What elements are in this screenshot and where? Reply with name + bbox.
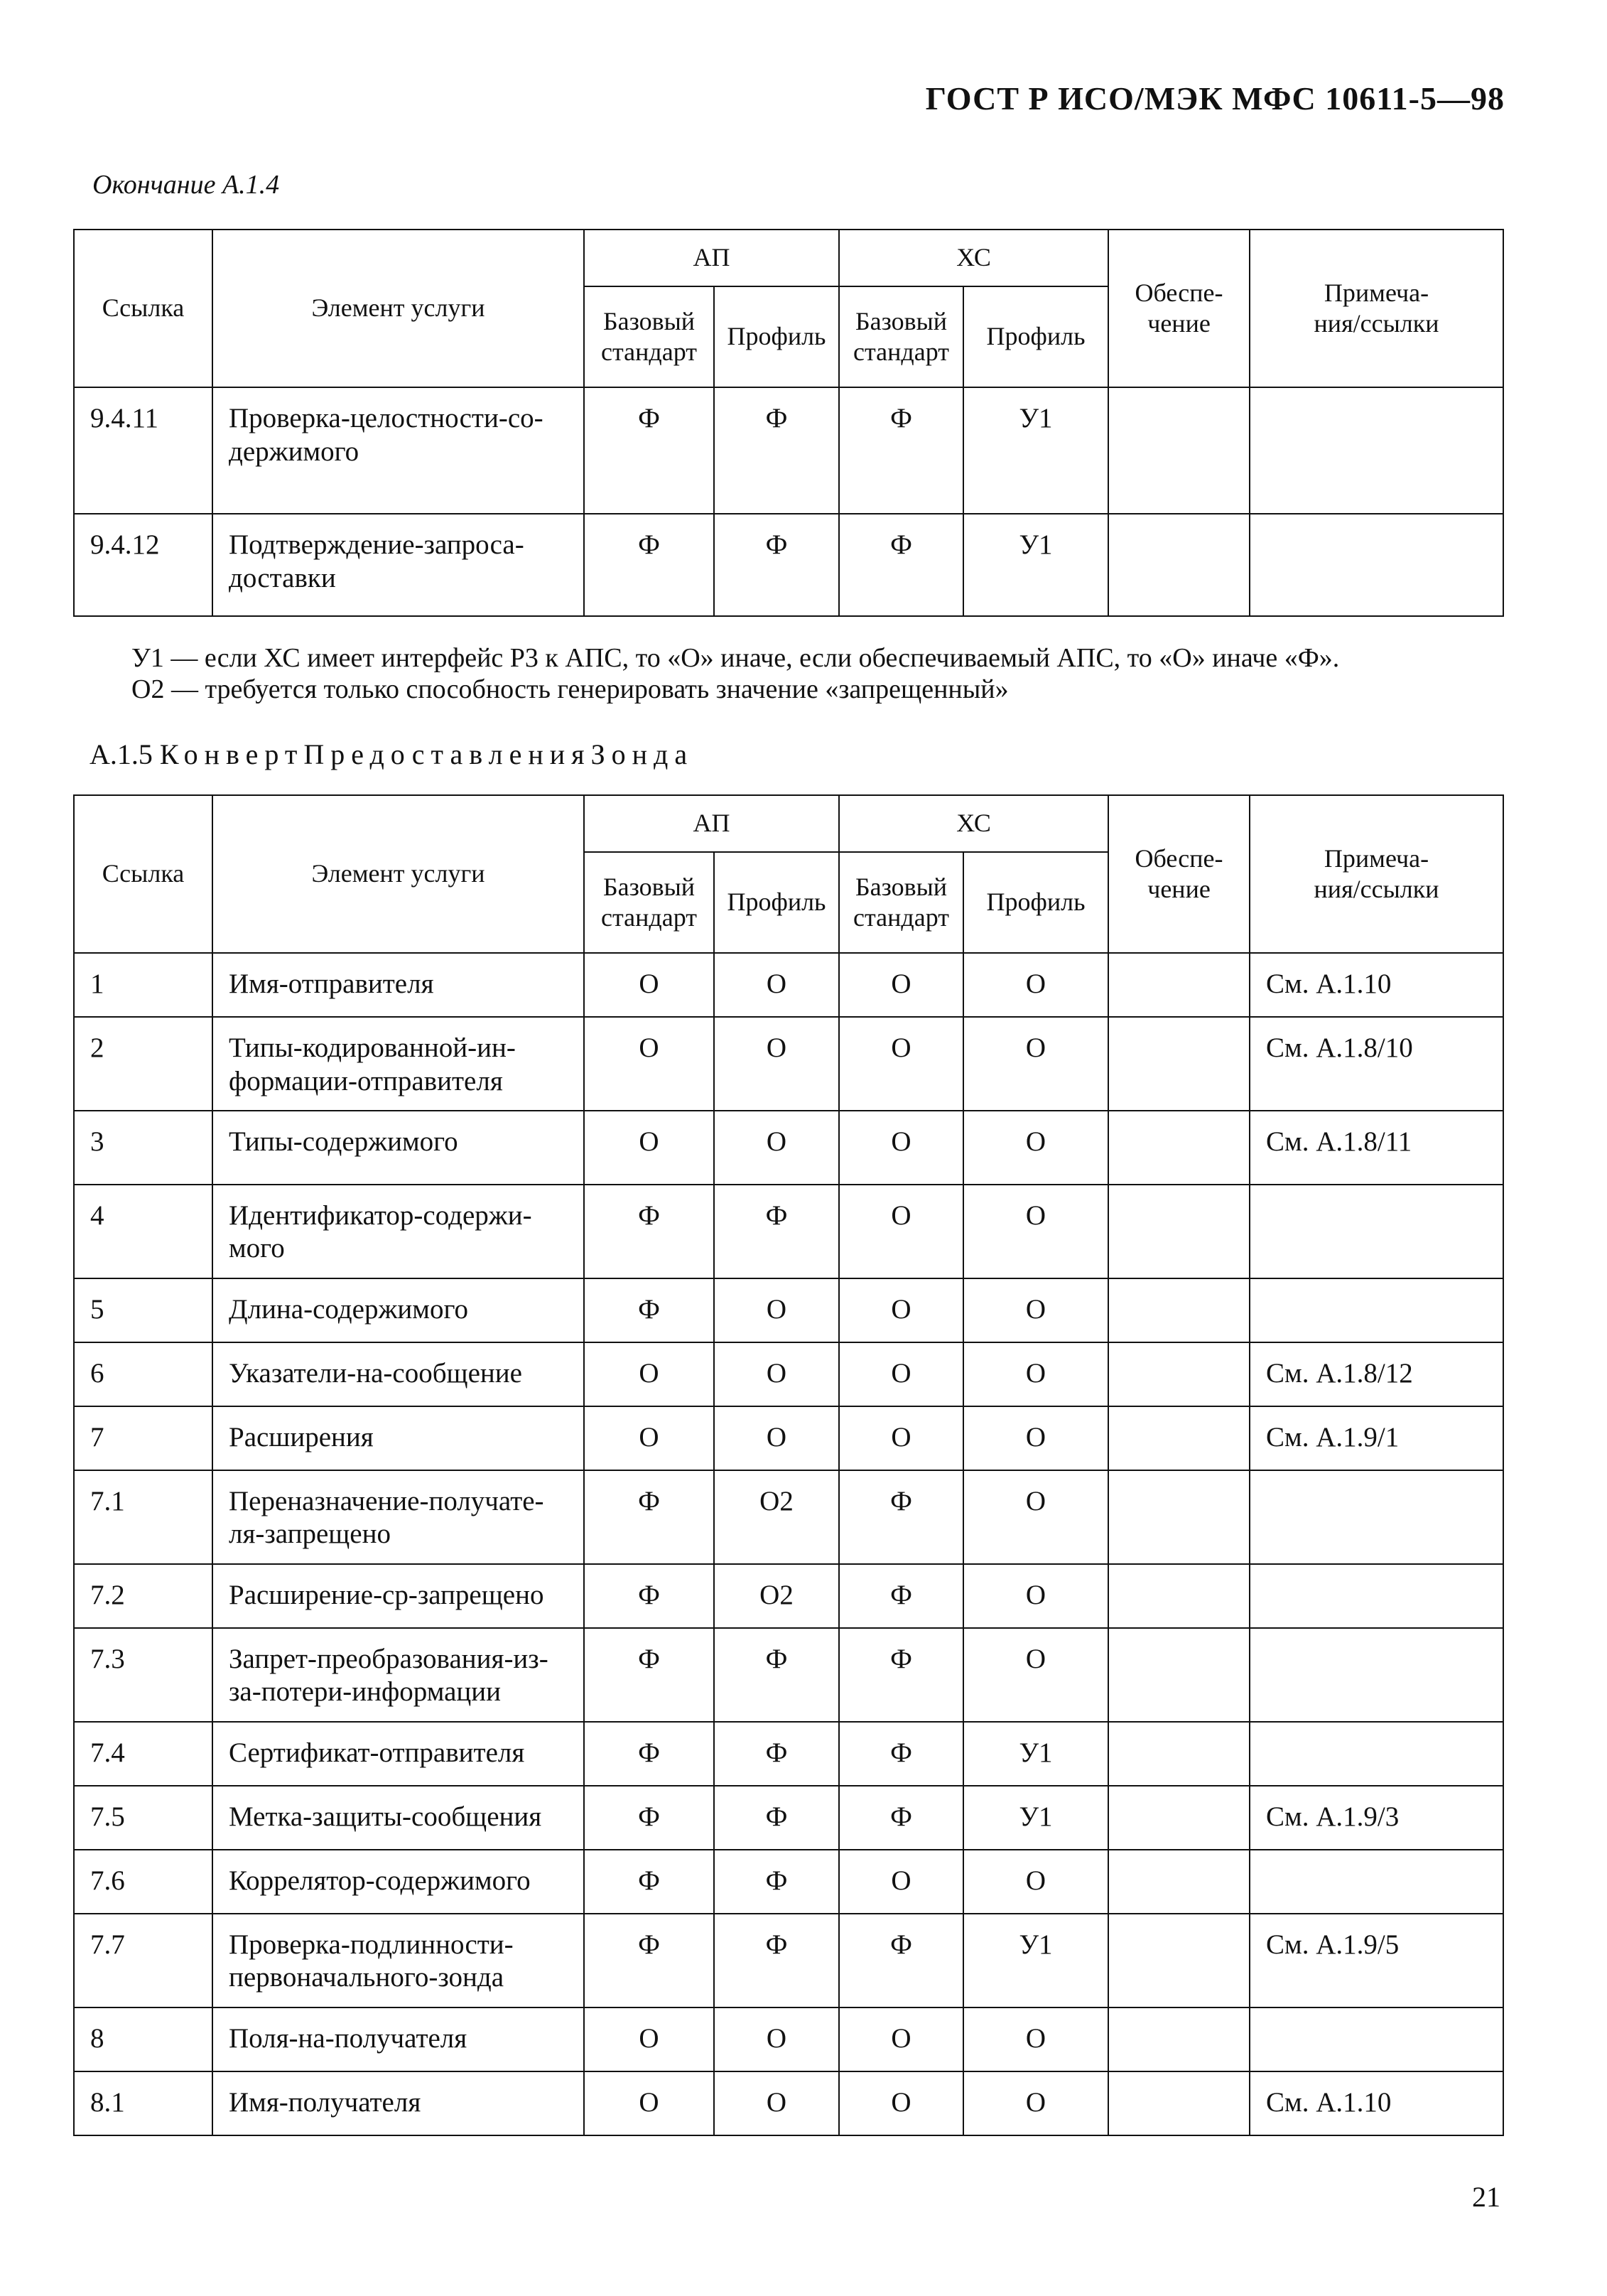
cell-support [1108,1406,1250,1470]
cell-support [1108,1914,1250,2007]
cell-notes: См. А.1.9/3 [1250,1786,1503,1850]
cell-support [1108,1786,1250,1850]
cell-ap-profile: Ф [714,1850,839,1914]
cell-ap-base: Ф [584,1470,714,1564]
table-header [74,795,1503,953]
section-title [90,738,693,771]
cell-hs-profile: О [963,1564,1108,1628]
cell-hs-base: Ф [839,1564,963,1628]
table-row [74,1278,1503,1342]
cell-ref: 8 [74,2007,212,2071]
cell-notes [1250,2007,1503,2071]
cell-support [1108,1564,1250,1628]
cell-ap-profile: Ф [714,514,839,616]
cell-ref: 7 [74,1406,212,1470]
header-hs: ХС [839,230,1108,286]
cell-support [1108,387,1250,514]
cell-ap-base: Ф [584,1914,714,2007]
footnote-u1: У1 — если ХС имеет интерфейс Р3 к АПС, то «О» иначе, если обеспечиваемый АПС, то «О» иначе «Ф». [131,643,1340,673]
cell-ap-base: Ф [584,514,714,616]
cell-element: Имя-получателя [212,2071,584,2135]
cell-hs-base: О [839,2071,963,2135]
cell-hs-base: О [839,953,963,1017]
cell-ref: 9.4.11 [74,387,212,514]
cell-ap-base: О [584,1017,714,1111]
cell-support [1108,2007,1250,2071]
cell-ap-profile: О [714,1406,839,1470]
cell-ap-profile: Ф [714,1786,839,1850]
header-element: Элемент услуги [212,795,584,953]
cell-element: Имя-отправителя [212,953,584,1017]
table-body [74,387,1503,616]
cell-ref: 9.4.12 [74,514,212,616]
cell-element: Метка-защиты-сообщения [212,1786,584,1850]
cell-hs-profile: О [963,1628,1108,1722]
cell-ref: 2 [74,1017,212,1111]
cell-element: Переназначение-получате-ля-запрещено [212,1470,584,1564]
header-ap-base: Базовый стандарт [584,286,714,387]
cell-notes [1250,387,1503,514]
cell-ap-base: Ф [584,387,714,514]
table-row [74,1470,1503,1564]
cell-support [1108,1342,1250,1406]
cell-ap-base: Ф [584,1850,714,1914]
cell-notes: См. А.1.8/10 [1250,1017,1503,1111]
table-row [74,514,1503,616]
cell-ap-profile: О2 [714,1564,839,1628]
cell-hs-profile: У1 [963,387,1108,514]
section-number: А.1.5 [90,738,153,770]
cell-support [1108,2071,1250,2135]
table-row [74,1914,1503,2007]
cell-element: Типы-содержимого [212,1111,584,1185]
cell-ap-profile: О [714,1017,839,1111]
cell-ap-profile: Ф [714,1914,839,2007]
cell-hs-base: Ф [839,1628,963,1722]
table-row [74,1017,1503,1111]
header-hs-base: Базовый стандарт [839,286,963,387]
cell-ap-profile: Ф [714,1185,839,1278]
cell-support [1108,953,1250,1017]
cell-support [1108,1470,1250,1564]
header-ap: АП [584,230,839,286]
header-hs-base: Базовый стандарт [839,852,963,953]
footnote-o2: О2 — требуется только способность генерировать значение «запрещенный» [131,674,1009,704]
cell-support [1108,1850,1250,1914]
header-ref: Ссылка [74,230,212,387]
header-notes: Примеча- ния/ссылки [1250,230,1503,387]
cell-element: Идентификатор-содержи-мого [212,1185,584,1278]
cell-hs-profile: О [963,1017,1108,1111]
cell-ref: 3 [74,1111,212,1185]
cell-hs-profile: У1 [963,1914,1108,2007]
cell-hs-base: О [839,1406,963,1470]
cell-hs-profile: У1 [963,514,1108,616]
table-row [74,1722,1503,1786]
cell-ap-profile: О2 [714,1470,839,1564]
cell-element: Указатели-на-сообщение [212,1342,584,1406]
header-ap-profile: Профиль [714,286,839,387]
cell-element: Сертификат-отправителя [212,1722,584,1786]
cell-ap-profile: Ф [714,1722,839,1786]
cell-support [1108,1278,1250,1342]
cell-hs-profile: О [963,1406,1108,1470]
cell-ref: 6 [74,1342,212,1406]
cell-hs-profile: У1 [963,1722,1108,1786]
cell-hs-profile: О [963,1185,1108,1278]
cell-hs-base: Ф [839,514,963,616]
cell-hs-base: Ф [839,1914,963,2007]
table-body [74,953,1503,2135]
footnotes [131,642,1339,705]
cell-notes [1250,514,1503,616]
header-ap-profile: Профиль [714,852,839,953]
table-row [74,1406,1503,1470]
table-row [74,1628,1503,1722]
cell-hs-profile: О [963,1278,1108,1342]
cell-hs-profile: О [963,1470,1108,1564]
table-row [74,1564,1503,1628]
cell-ref: 7.5 [74,1786,212,1850]
cell-ap-base: О [584,1406,714,1470]
cell-hs-base: Ф [839,1722,963,1786]
cell-hs-base: О [839,1342,963,1406]
cell-ap-base: О [584,1342,714,1406]
cell-hs-base: О [839,1850,963,1914]
cell-support [1108,1111,1250,1185]
cell-ap-profile: О [714,1342,839,1406]
header-support: Обеспе- чение [1108,795,1250,953]
cell-ap-profile: О [714,1278,839,1342]
cell-notes [1250,1278,1503,1342]
cell-ap-base: Ф [584,1185,714,1278]
cell-ap-profile: О [714,2071,839,2135]
cell-ref: 7.3 [74,1628,212,1722]
cell-ap-profile: Ф [714,387,839,514]
cell-hs-profile: О [963,1342,1108,1406]
cell-element: Расширение-ср-запрещено [212,1564,584,1628]
cell-ap-base: Ф [584,1722,714,1786]
cell-element: Проверка-подлинности-первоначального-зонда [212,1914,584,2007]
cell-element: Поля-на-получателя [212,2007,584,2071]
table-continuation-label: Окончание А.1.4 [92,170,280,200]
cell-element: Запрет-преобразования-из-за-потери-информации [212,1628,584,1722]
cell-hs-profile: О [963,2071,1108,2135]
cell-ap-profile: О [714,953,839,1017]
header-ap-base: Базовый стандарт [584,852,714,953]
table-a15 [73,794,1504,2136]
header-ref: Ссылка [74,795,212,953]
cell-element: Коррелятор-содержимого [212,1850,584,1914]
cell-notes: См. А.1.8/12 [1250,1342,1503,1406]
cell-notes: См. А.1.10 [1250,953,1503,1017]
header-hs-profile: Профиль [963,852,1108,953]
section-name: КонвертПредоставленияЗонда [159,738,694,770]
cell-notes [1250,1722,1503,1786]
cell-ref: 8.1 [74,2071,212,2135]
cell-ap-base: О [584,953,714,1017]
table-header [74,230,1503,387]
document-code: ГОСТ Р ИСО/МЭК МФС 10611-5—98 [925,80,1505,117]
cell-notes [1250,1850,1503,1914]
cell-ap-base: Ф [584,1278,714,1342]
header-element: Элемент услуги [212,230,584,387]
cell-hs-base: Ф [839,1786,963,1850]
table-row [74,1786,1503,1850]
cell-notes [1250,1185,1503,1278]
table-row [74,2071,1503,2135]
cell-ap-profile: О [714,1111,839,1185]
cell-hs-base: О [839,1017,963,1111]
cell-hs-base: О [839,2007,963,2071]
cell-ref: 7.1 [74,1470,212,1564]
table-row [74,1111,1503,1185]
cell-hs-base: Ф [839,387,963,514]
cell-support [1108,514,1250,616]
cell-support [1108,1628,1250,1722]
header-notes: Примеча- ния/ссылки [1250,795,1503,953]
cell-ref: 7.6 [74,1850,212,1914]
cell-ref: 1 [74,953,212,1017]
cell-ap-base: Ф [584,1786,714,1850]
cell-notes [1250,1564,1503,1628]
cell-hs-profile: У1 [963,1786,1108,1850]
cell-element: Длина-содержимого [212,1278,584,1342]
table-row [74,1185,1503,1278]
table-row [74,387,1503,514]
cell-support [1108,1722,1250,1786]
cell-ref: 5 [74,1278,212,1342]
table-row [74,953,1503,1017]
cell-ap-base: Ф [584,1628,714,1722]
header-hs-profile: Профиль [963,286,1108,387]
cell-hs-profile: О [963,1111,1108,1185]
cell-hs-profile: О [963,1850,1108,1914]
cell-hs-profile: О [963,953,1108,1017]
header-ap: АП [584,795,839,852]
cell-element: Проверка-целостности-со-держимого [212,387,584,514]
table-a14-end [73,229,1504,617]
cell-hs-profile: О [963,2007,1108,2071]
page-number: 21 [1472,2181,1500,2213]
cell-element: Типы-кодированной-ин-формации-отправителя [212,1017,584,1111]
header-support: Обеспе- чение [1108,230,1250,387]
cell-notes: См. А.1.9/1 [1250,1406,1503,1470]
cell-notes [1250,1470,1503,1564]
cell-ref: 4 [74,1185,212,1278]
table-row [74,1850,1503,1914]
cell-hs-base: О [839,1111,963,1185]
cell-hs-base: Ф [839,1470,963,1564]
cell-support [1108,1017,1250,1111]
cell-notes: См. А.1.9/5 [1250,1914,1503,2007]
table-row [74,1342,1503,1406]
cell-ref: 7.4 [74,1722,212,1786]
cell-ref: 7.7 [74,1914,212,2007]
cell-element: Подтверждение-запроса-доставки [212,514,584,616]
cell-notes: См. А.1.10 [1250,2071,1503,2135]
cell-ref: 7.2 [74,1564,212,1628]
cell-support [1108,1185,1250,1278]
cell-ap-profile: О [714,2007,839,2071]
cell-ap-base: О [584,2071,714,2135]
cell-hs-base: О [839,1185,963,1278]
cell-ap-base: О [584,1111,714,1185]
header-hs: ХС [839,795,1108,852]
cell-element: Расширения [212,1406,584,1470]
cell-hs-base: О [839,1278,963,1342]
cell-notes: См. А.1.8/11 [1250,1111,1503,1185]
cell-ap-base: Ф [584,1564,714,1628]
cell-notes [1250,1628,1503,1722]
table-row [74,2007,1503,2071]
cell-ap-profile: Ф [714,1628,839,1722]
cell-ap-base: О [584,2007,714,2071]
